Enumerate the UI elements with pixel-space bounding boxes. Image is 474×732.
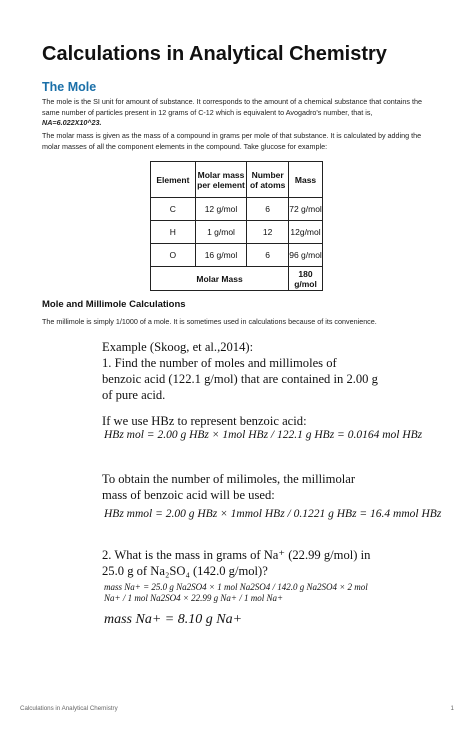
- table-total-row: [151, 267, 323, 291]
- table-cell: H: [151, 221, 196, 244]
- mole-definition-line-1: The mole is the SI unit for amount of substance. It corresponds to the amount of a chemical substance that contains the: [42, 97, 422, 106]
- equation-text: HBz mmol = 2.00 g HBz × 1mmol HBz / 0.1221 g HBz = 16.4 mmol HBz: [104, 508, 442, 520]
- equation-text: HBz mol = 2.00 g HBz × 1mol HBz / 122.1 g HBz = 0.0164 mol HBz: [104, 429, 423, 441]
- page-title: Calculations in Analytical Chemistry: [42, 43, 387, 65]
- equation-mass-sodium-result: [104, 612, 242, 628]
- example-question-1-line-1: 1. Find the number of moles and millimoles of: [102, 356, 337, 370]
- example-heading: Example (Skoog, et al.,2014):: [102, 340, 254, 354]
- example-question-1-line-3: of pure acid.: [102, 388, 166, 402]
- table-header-row: [151, 162, 323, 198]
- table-cell: 12: [247, 221, 289, 244]
- table-cell: 1 g/mol: [195, 221, 247, 244]
- equation-text: mass Na+ = 25.0 g Na2SO4 × 1 mol Na2SO4 / 142.0 g Na2SO4 × 2 mol Na+ / 1 mol Na2SO4 × 22.99 g Na+ / 1 mol Na+: [104, 582, 368, 603]
- section-heading-mole: The Mole: [42, 80, 97, 94]
- table-row: [151, 244, 323, 267]
- table-cell: 12g/mol: [289, 221, 323, 244]
- avogadro-number: NA=6.022X10^23.: [42, 118, 102, 127]
- example-question-2-line-2: 25.0 g of Na₂SO₄ (142.0 g/mol)?: [102, 564, 268, 578]
- table-cell: 16 g/mol: [195, 244, 247, 267]
- equation-millimoles-benzoic: [104, 508, 441, 520]
- footer-document-title: Calculations in Analytical Chemistry: [20, 705, 118, 712]
- millimole-paragraph: The millimole is simply 1/1000 of a mole. It is sometimes used in calculations because of its convenience.: [42, 317, 377, 326]
- header-molar-mass: Molar mass per element: [195, 162, 247, 198]
- table-cell: C: [151, 198, 196, 221]
- table-cell: O: [151, 244, 196, 267]
- molar-mass-paragraph: [42, 130, 434, 152]
- header-mass: Mass: [289, 162, 323, 198]
- table-cell: 6: [247, 198, 289, 221]
- example-hbz-intro: If we use HBz to represent benzoic acid:: [102, 414, 307, 428]
- table-cell: 96 g/mol: [289, 244, 323, 267]
- glucose-molar-mass-table: [150, 161, 323, 291]
- mole-definition-paragraph: [42, 96, 434, 118]
- molar-mass-line-2: molar masses of all the component elements in the compound. Take glucose for example:: [42, 142, 328, 151]
- table-cell: 6: [247, 244, 289, 267]
- equation-moles-benzoic: [104, 429, 422, 441]
- header-number-of-atoms: Number of atoms: [247, 162, 289, 198]
- molar-mass-line-1: The molar mass is given as the mass of a compound in grams per mole of that substance. It is calculated by adding the: [42, 131, 422, 140]
- table-cell: 72 g/mol: [289, 198, 323, 221]
- equation-text: mass Na+ = 8.10 g Na+: [104, 612, 243, 627]
- mole-definition-line-2: same number of particles present in 12 grams of C-12 which is equivalent to Avogadro's number, that is,: [42, 108, 373, 117]
- header-element: Element: [151, 162, 196, 198]
- example-question-1-line-2: benzoic acid (122.1 g/mol) that are contained in 2.00 g: [102, 372, 378, 386]
- total-value: 180 g/mol: [289, 267, 323, 291]
- example-millimole-intro-2: mass of benzoic acid will be used:: [102, 488, 275, 502]
- example-question-2-line-1: 2. What is the mass in grams of Na⁺ (22.99 g/mol) in: [102, 548, 371, 562]
- table-row: [151, 198, 323, 221]
- total-label: Molar Mass: [151, 267, 289, 291]
- table-row: [151, 221, 323, 244]
- footer-page-number: 1: [450, 705, 454, 712]
- equation-mass-sodium: [104, 582, 374, 604]
- table-cell: 12 g/mol: [195, 198, 247, 221]
- section-heading-millimole: Mole and Millimole Calculations: [42, 299, 186, 310]
- example-millimole-intro-1: To obtain the number of milimoles, the millimolar: [102, 472, 356, 486]
